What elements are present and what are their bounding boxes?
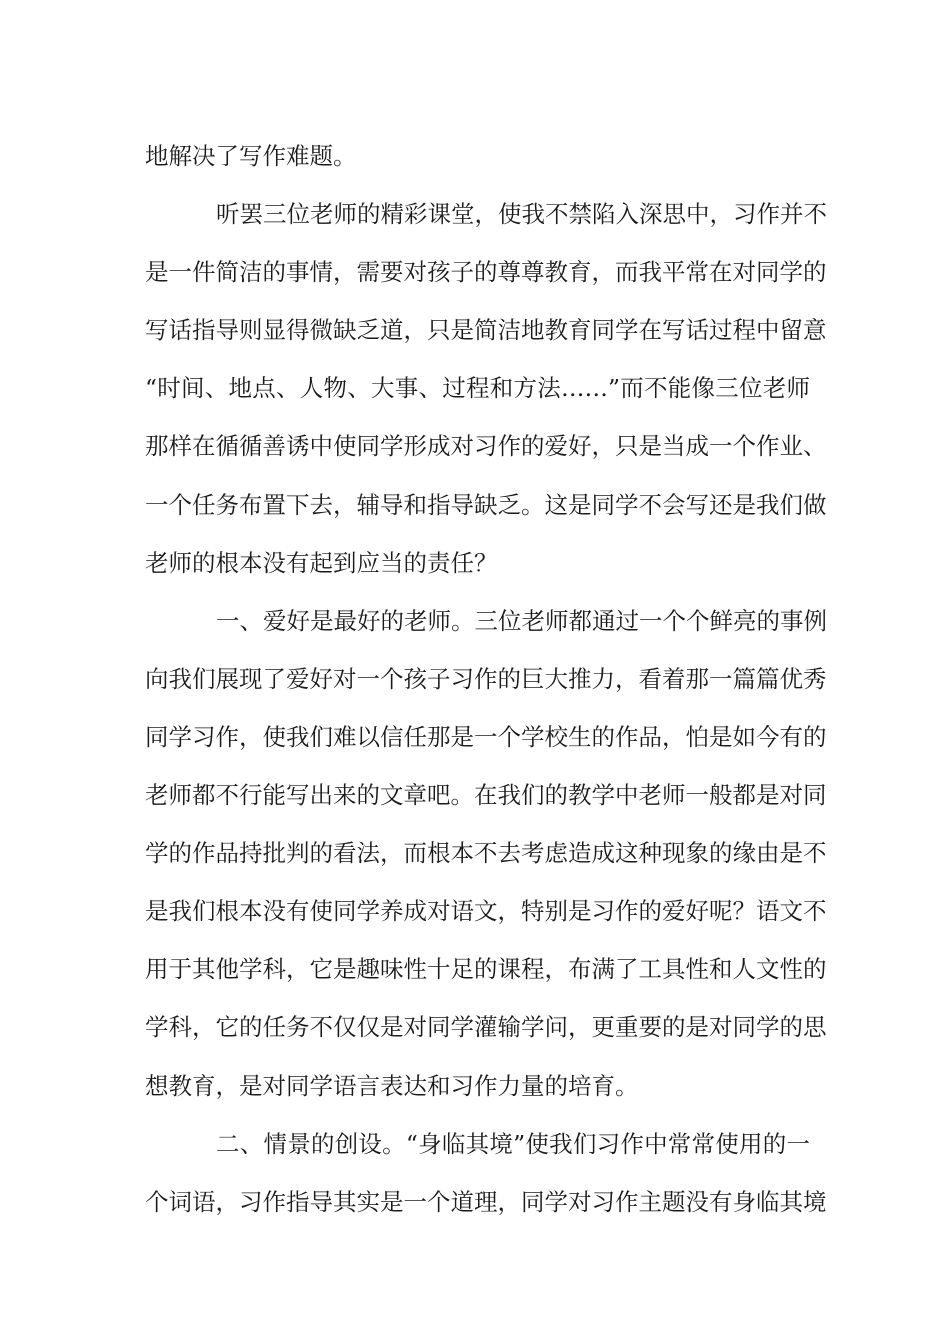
- text-line: 想教育，是对同学语言表达和习作力量的培育。: [145, 1071, 639, 1100]
- text-line: 老师都不行能写出来的文章吧。在我们的教学中老师一般都是对同: [145, 781, 827, 810]
- text-line: 写话指导则显得微缺乏道，只是简洁地教育同学在写话过程中留意: [145, 316, 827, 345]
- text-line: 一个任务布置下去，辅导和指导缺乏。这是同学不会写还是我们做: [145, 490, 827, 519]
- text-line: 老师的根本没有起到应当的责任？: [145, 548, 498, 577]
- text-line: 地解决了写作难题。: [145, 142, 357, 170]
- text-line: “时间、地点、人物、大事、过程和方法……”而不能像三位老师: [145, 374, 810, 403]
- text-line: 用于其他学科，它是趣味性十足的课程，布满了工具性和人文性的: [145, 955, 827, 984]
- text-line: 那样在循循善诱中使同学形成对习作的爱好，只是当成一个作业、: [145, 432, 827, 461]
- paragraph-first-line: 二、情景的创设。“身临其境”使我们习作中常常使用的一: [216, 1129, 810, 1158]
- text-line: 个词语，习作指导其实是一个道理，同学对习作主题没有身临其境: [145, 1187, 827, 1216]
- text-line: 是一件简洁的事情，需要对孩子的尊尊教育，而我平常在对同学的: [145, 258, 827, 287]
- text-line: 学的作品持批判的看法，而根本不去考虑造成这种现象的缘由是不: [145, 839, 827, 868]
- text-line: 是我们根本没有使同学养成对语文，特别是习作的爱好呢？语文不: [145, 897, 827, 926]
- text-line: 同学习作，使我们难以信任那是一个学校生的作品，怕是如今有的: [145, 722, 827, 751]
- text-line: 学科，它的任务不仅仅是对同学灌输学问，更重要的是对同学的思: [145, 1013, 827, 1042]
- document-body: [145, 127, 827, 1231]
- paragraph-first-line: 听罢三位老师的精彩课堂，使我不禁陷入深思中，习作并不: [216, 200, 827, 229]
- text-line: 向我们展现了爱好对一个孩子习作的巨大推力，看着那一篇篇优秀: [145, 664, 827, 693]
- paragraph-first-line: 一、爱好是最好的老师。三位老师都通过一个个鲜亮的事例: [216, 606, 827, 635]
